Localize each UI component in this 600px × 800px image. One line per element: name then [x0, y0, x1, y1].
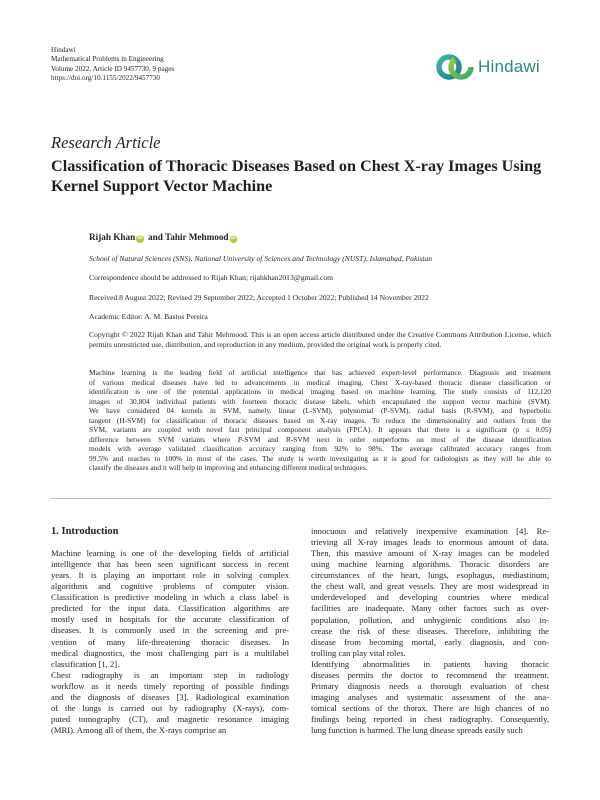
hindawi-logo-text: Hindawi — [478, 57, 540, 76]
body-text-line: vention of many life-threatening thoracic diseases. In — [51, 636, 289, 647]
journal-info — [51, 46, 174, 83]
body-text-line: facilities are inadequate. Many other factors such as over- — [311, 603, 549, 614]
body-text-line: the chest wall, and great vessels. They are most widespread in — [311, 581, 549, 592]
article-type: Research Article — [51, 133, 161, 152]
author-name[interactable]: Rijah Khan — [89, 232, 136, 242]
journal-volume: Volume 2022, Article ID 9457730, 9 pages — [51, 64, 175, 73]
body-text-line: Chest radiography is an important step in radiology — [51, 669, 289, 680]
section-heading — [51, 526, 119, 537]
body-text-line: (MRI). Among all of them, the X-rays comprise an — [51, 725, 227, 735]
abstract-line: images of 30,804 individual patients with fourteen thoracic disease labels, which encapsulated the support vector machine (SVM). — [89, 396, 551, 406]
abstract-line: Machine learning is the leading field of artificial intelligence that has achieved expert-level performance. Diagnosis and treatment — [89, 368, 551, 377]
abstract-line: tangent (H-SVM) for classification of thoracic diseases based on X-ray images. To reduce the dimensionality and outliers from the — [89, 415, 551, 425]
body-text-line: Identifying abnormalities in patients having thoracic — [311, 658, 549, 669]
body-text-line: population, pollution, and unhygienic conditions also in- — [311, 614, 549, 625]
paper-title: Classification of Thoracic Diseases Based on Chest X-ray Images Using Kernel Support Vector Machine — [51, 157, 542, 195]
body-text-line: workflow as it needs timely reporting of possible findings — [51, 680, 289, 691]
abstract-line: 99.5% and reaches to 100% in most of the cases. The study is worth investigating as it is good for radiologists as they will be able to — [89, 453, 551, 463]
section-divider — [51, 498, 551, 499]
abstract-line: models with average validated classification accuracy ranging from 92% to 98%. The average calibrated accuracy ranges from — [89, 444, 551, 454]
copyright-notice: Copyright © 2022 Rijah Khan and Tahir Mehmood. This is an open access article distributed under the Creative Commons Attribution License, which permits unrestricted use, distribution, and reproduction in any medium, provided the original work is properly cited. — [89, 330, 551, 349]
body-text-line: classification [1, 2]. — [51, 658, 120, 669]
body-text-line: mostly used in hospitals for the accurate classification of — [51, 614, 289, 625]
section-number: 1. — [51, 526, 59, 537]
body-text-line: using machine learning algorithms. Thoracic disorders are — [311, 559, 549, 570]
academic-editor: Academic Editor: A. M. Bastos Pereira — [89, 312, 208, 321]
body-text-line: diseases permits the doctor to recommend the treatment. — [311, 669, 549, 680]
body-text-line: circumstances of the heart, lungs, esophagus, mediastinum, — [311, 570, 549, 581]
body-text-line: intelligence that has been seen significant success in recent — [51, 559, 289, 570]
hindawi-logo — [436, 52, 556, 82]
body-text-line: innocuous and relatively inexpensive examination [4]. Re- — [311, 526, 549, 536]
abstract-line: SVM, variants are coupled with novel fast principal component analysis (FPCA). It appears that there is a significant (p ≤ 0.05) — [89, 425, 551, 435]
hindawi-logo-icon — [436, 52, 474, 82]
body-text-line: years. It is playing an important role in solving complex — [51, 570, 289, 581]
journal-name: Mathematical Problems in Engineering — [51, 55, 164, 64]
author-name[interactable]: Tahir Mehmood — [164, 232, 229, 242]
body-text-line: trolling can play vital roles. — [311, 647, 406, 658]
abstract-line: of various medical diseases have led to advancements in medical imaging. Chest X-ray-based thoracic disease classification or — [89, 377, 551, 387]
body-text-line: Primary diagnosis needs a thorough evaluation of chest — [311, 680, 549, 691]
body-text-line: diseases. It is commonly used in the screening and pre- — [51, 625, 289, 636]
abstract-line: difference between SVM variants where P-SVM and R-SVM next in order outperforms on most of the disease identification — [89, 434, 551, 444]
body-text-line: of the lungs is carried out by radiography (X-rays), com- — [51, 702, 289, 713]
abstract-line: We have considered 04 kernels in SVM, namely, linear (L-SVM), polynomial (P-SVM), radial basis (R-SVM), and hyperbolic — [89, 406, 551, 416]
left-column — [51, 548, 289, 736]
abstract — [89, 368, 551, 473]
body-text-line: puted tomography (CT), and magnetic resonance imaging — [51, 713, 289, 724]
abstract-line: classify the diseases and it will help in improving and enhancing different medical techniques. — [89, 463, 368, 473]
body-text-line: trieving all X-ray images leads to enormous amount of data. — [311, 537, 549, 548]
body-text-line: crease the risk of these diseases. Therefore, inhibiting the — [311, 625, 549, 636]
body-text-line: disease from becoming mortal, early diagnosis, and con- — [311, 636, 549, 647]
body-text-line: and the diagnosis of diseases [3]. Radiological examination — [51, 691, 289, 702]
orcid-icon[interactable]: iD — [137, 235, 143, 241]
doi-link[interactable]: https://doi.org/10.1155/2022/9457730 — [51, 73, 161, 82]
body-text-line: tomical sections of the thorax. There are high chances of no — [311, 703, 549, 713]
body-text-line: medical diagnostics, the most challenging part is a multilabel — [51, 647, 289, 658]
affiliation: School of Natural Sciences (SNS), National University of Sciences and Technology (NUST), Islamabad, Pakistan — [89, 254, 433, 263]
body-text-line: algorithms and cognitive problems of computer vision. — [51, 581, 289, 592]
body-text-line: underdeveloped and developing countries where medical — [311, 592, 549, 603]
body-text-line: Classification is predictive modeling in which a class label is — [51, 592, 289, 603]
body-text-line: Machine learning is one of the developing fields of artificial — [51, 548, 289, 558]
author-connector: and — [148, 232, 163, 242]
author-list — [89, 232, 239, 243]
publication-dates: Received 8 August 2022; Revised 29 September 2022; Accepted 1 October 2022; Published 14 November 2022 — [89, 293, 429, 302]
body-text-line: lung function is harmed. The lung disease spreads easily such — [311, 725, 523, 736]
body-text-line: imaging analyses and systematic assessment of the ana- — [311, 691, 549, 702]
publisher-name: Hindawi — [51, 46, 76, 54]
abstract-line: identification is one of the potential applications in medical imaging based on machine learning. The study consists of 112,120 — [89, 387, 551, 397]
right-column — [311, 526, 549, 736]
orcid-icon[interactable]: iD — [230, 235, 236, 241]
section-title: Introduction — [61, 526, 119, 537]
body-text-line: findings being reported in chest radiography. Consequently, — [311, 714, 549, 725]
correspondence: Correspondence should be addressed to Rijah Khan; rijahkhan2013@gmail.com — [89, 273, 334, 282]
body-text-line: Then, this massive amount of X-ray images can be modeled — [311, 548, 549, 559]
body-text-line: predicted for the input data. Classification algorithms are — [51, 603, 289, 614]
